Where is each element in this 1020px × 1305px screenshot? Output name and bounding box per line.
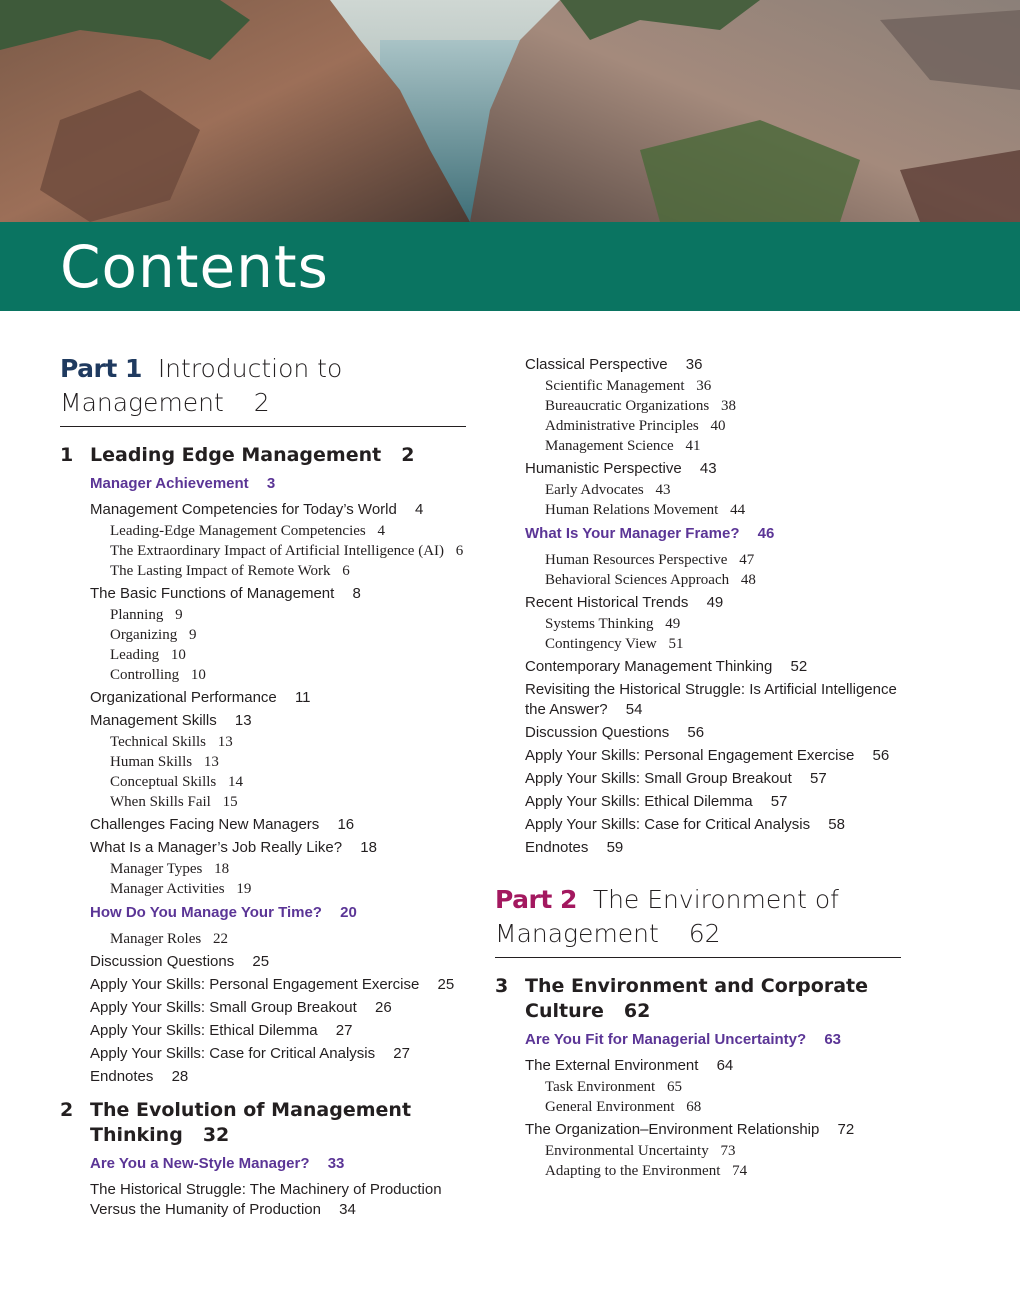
entry-title: General Environment xyxy=(545,1099,675,1115)
entry-title: Are You Fit for Managerial Uncertainty? xyxy=(525,1031,807,1048)
toc-subentry xyxy=(495,480,901,500)
entry-page: 38 xyxy=(721,398,736,414)
entry-page: 40 xyxy=(710,418,726,434)
toc-entry xyxy=(495,680,901,720)
entry-page: 72 xyxy=(837,1121,855,1138)
entry-title: Apply Your Skills: Small Group Breakout xyxy=(90,999,357,1016)
entry-page: 33 xyxy=(327,1155,345,1172)
entry-title: Apply Your Skills: Personal Engagement Exercise xyxy=(90,976,420,993)
entry-page: 73 xyxy=(720,1143,736,1159)
entry-page: 65 xyxy=(666,1079,682,1095)
entry-title: Management Skills xyxy=(90,712,217,729)
entry-page: 18 xyxy=(360,839,377,856)
toc-subentry xyxy=(495,1077,901,1097)
toc-subentry xyxy=(60,752,466,772)
entry-page: 54 xyxy=(625,701,643,718)
chapter-heading xyxy=(60,443,466,468)
entry-page: 6 xyxy=(342,563,350,579)
entry-page: 36 xyxy=(685,356,703,373)
entry-page: 63 xyxy=(824,1031,842,1048)
chapter-page: 2 xyxy=(401,444,415,466)
entry-page: 56 xyxy=(687,724,705,741)
entry-page: 20 xyxy=(340,904,357,921)
continued-entry-list xyxy=(495,355,901,858)
entry-page: 43 xyxy=(655,482,671,498)
toc-subentry xyxy=(60,665,466,685)
toc-subentry xyxy=(60,879,466,899)
entry-title: Conceptual Skills xyxy=(110,774,217,790)
entry-page: 57 xyxy=(809,770,827,787)
entry-title: Manager Achievement xyxy=(90,475,249,492)
entry-title: Manager Roles xyxy=(110,931,202,947)
header-photo xyxy=(0,0,1020,222)
toc-entry xyxy=(495,815,901,835)
part-heading xyxy=(60,352,466,427)
toc-entry xyxy=(495,593,901,613)
toc-entry xyxy=(60,688,466,708)
coastal-rock-cliffs-photo xyxy=(0,0,1020,222)
entry-title: The Basic Functions of Management xyxy=(90,585,335,602)
entry-title: Organizing xyxy=(110,627,178,643)
entry-title: Planning xyxy=(110,607,164,623)
feature-entry xyxy=(60,903,466,923)
entry-title: Apply Your Skills: Case for Critical Analysis xyxy=(90,1045,376,1062)
toc-subentry xyxy=(60,732,466,752)
entry-page: 34 xyxy=(339,1201,356,1218)
feature-entry xyxy=(60,1154,466,1174)
entry-page: 10 xyxy=(190,667,206,683)
part-page: 2 xyxy=(253,388,270,417)
entry-title: Apply Your Skills: Ethical Dilemma xyxy=(90,1022,318,1039)
toc-subentry xyxy=(60,605,466,625)
chapter-page: 62 xyxy=(623,1000,651,1022)
entry-title: Apply Your Skills: Personal Engagement Exercise xyxy=(525,747,855,764)
entry-page: 13 xyxy=(203,754,219,770)
feature-entry xyxy=(495,1030,901,1050)
entry-page: 22 xyxy=(212,931,228,947)
entry-page: 18 xyxy=(214,861,230,877)
toc-entry xyxy=(495,723,901,743)
toc-entry xyxy=(495,746,901,766)
toc-entry xyxy=(60,975,466,995)
entry-page: 27 xyxy=(393,1045,410,1062)
part-title: The Environment of Management xyxy=(495,885,839,948)
entry-page: 48 xyxy=(740,572,756,588)
feature-entry xyxy=(495,524,901,544)
entry-page: 57 xyxy=(770,793,788,810)
toc-entry xyxy=(60,952,466,972)
toc-entry xyxy=(60,500,466,520)
toc-entry xyxy=(495,792,901,812)
toc-entry xyxy=(495,1120,901,1140)
entry-page: 9 xyxy=(175,607,183,623)
entry-page: 43 xyxy=(699,460,717,477)
toc-entry xyxy=(60,1180,466,1220)
entry-title: Bureaucratic Organizations xyxy=(545,398,710,414)
entry-title: Controlling xyxy=(110,667,180,683)
part-label: Part 1 xyxy=(60,354,142,383)
entry-page: 25 xyxy=(437,976,455,993)
chapter-title: Leading Edge Management xyxy=(90,444,382,466)
toc-subentry xyxy=(60,541,466,561)
toc-subentry xyxy=(60,521,466,541)
entry-title: Classical Perspective xyxy=(525,356,668,373)
entry-page: 49 xyxy=(706,594,724,611)
toc-subentry xyxy=(495,500,901,520)
entry-title: Manager Activities xyxy=(110,881,225,897)
entry-page: 4 xyxy=(415,501,424,518)
entry-page: 11 xyxy=(294,689,311,706)
entry-title: Management Science xyxy=(545,438,674,454)
toc-entry xyxy=(60,1021,466,1041)
entry-title: Discussion Questions xyxy=(90,953,235,970)
chapter-number: 3 xyxy=(495,975,509,997)
entry-title: Humanistic Perspective xyxy=(525,460,682,477)
toc-subentry xyxy=(495,1161,901,1181)
toc-entry xyxy=(60,815,466,835)
entry-page: 14 xyxy=(228,774,243,790)
toc-entry xyxy=(495,459,901,479)
entry-title: Are You a New-Style Manager? xyxy=(90,1155,310,1172)
entry-page: 49 xyxy=(665,616,681,632)
entry-title: Scientific Management xyxy=(545,378,685,394)
entry-page: 47 xyxy=(739,552,755,568)
toc-subentry xyxy=(60,645,466,665)
entry-title: The Organization–Environment Relationship xyxy=(525,1121,820,1138)
entry-page: 16 xyxy=(337,816,355,833)
entry-page: 59 xyxy=(606,839,624,856)
entry-title: Task Environment xyxy=(545,1079,656,1095)
entry-title: Discussion Questions xyxy=(525,724,670,741)
entry-page: 6 xyxy=(455,543,464,559)
toc-subentry xyxy=(495,416,901,436)
entry-title: Behavioral Sciences Approach xyxy=(545,572,730,588)
entry-title: Endnotes xyxy=(90,1068,154,1085)
toc-subentry xyxy=(60,792,466,812)
entry-title: The External Environment xyxy=(525,1057,699,1074)
toc-entry xyxy=(60,838,466,858)
entry-title: The Extraordinary Impact of Artificial Intelligence (AI) xyxy=(110,543,445,559)
toc-entry xyxy=(495,355,901,375)
entry-page: 52 xyxy=(790,658,808,675)
entry-title: Human Relations Movement xyxy=(545,502,719,518)
part-label: Part 2 xyxy=(495,885,577,914)
entry-title: Revisiting the Historical Struggle: Is Artificial Intelligence the Answer? xyxy=(525,681,897,718)
entry-page: 56 xyxy=(872,747,890,764)
entry-title: Contemporary Management Thinking xyxy=(525,658,773,675)
entry-page: 64 xyxy=(716,1057,734,1074)
entry-title: What Is Your Manager Frame? xyxy=(525,525,740,542)
chapter-title: The Environment and Corporate Culture xyxy=(525,975,868,1022)
entry-page: 44 xyxy=(730,502,746,518)
toc-subentry xyxy=(60,625,466,645)
entry-page: 26 xyxy=(374,999,392,1016)
entry-page: 10 xyxy=(170,647,186,663)
toc-right-column xyxy=(495,352,901,1181)
entry-title: Leading xyxy=(110,647,160,663)
chapter-title: The Evolution of Management Thinking xyxy=(90,1099,412,1146)
entry-title: Apply Your Skills: Case for Critical Analysis xyxy=(525,816,811,833)
entry-page: 46 xyxy=(757,525,775,542)
toc-entry xyxy=(495,838,901,858)
entry-page: 15 xyxy=(222,794,238,810)
entry-title: Adapting to the Environment xyxy=(545,1163,721,1179)
entry-page: 4 xyxy=(377,523,385,539)
entry-title: Administrative Principles xyxy=(545,418,699,434)
toc-entry xyxy=(60,584,466,604)
entry-title: Recent Historical Trends xyxy=(525,594,689,611)
toc-subentry xyxy=(495,1097,901,1117)
entry-title: What Is a Manager’s Job Really Like? xyxy=(90,839,343,856)
toc-subentry xyxy=(60,772,466,792)
entry-title: Early Advocates xyxy=(545,482,644,498)
entry-title: How Do You Manage Your Time? xyxy=(90,904,322,921)
toc-subentry xyxy=(495,436,901,456)
chapter-list xyxy=(495,974,901,1181)
entry-title: Contingency View xyxy=(545,636,657,652)
entry-page: 36 xyxy=(696,378,712,394)
entry-title: Challenges Facing New Managers xyxy=(90,816,320,833)
entry-title: Management Competencies for Today’s World xyxy=(90,501,397,518)
part-heading xyxy=(495,883,901,958)
toc-entry xyxy=(495,657,901,677)
chapter-number: 1 xyxy=(60,444,74,466)
toc-entry xyxy=(60,998,466,1018)
feature-entry xyxy=(60,474,466,494)
entry-title: Organizational Performance xyxy=(90,689,277,706)
part-title: Introduction to Management xyxy=(60,354,343,417)
entry-title: Human Resources Perspective xyxy=(545,552,728,568)
page-title: Contents xyxy=(60,233,329,301)
entry-page: 74 xyxy=(732,1163,748,1179)
entry-page: 27 xyxy=(335,1022,353,1039)
toc-entry xyxy=(495,769,901,789)
entry-page: 28 xyxy=(171,1068,189,1085)
entry-title: The Historical Struggle: The Machinery of Production Versus the Humanity of Production xyxy=(90,1181,442,1218)
toc-subentry xyxy=(495,614,901,634)
toc-subentry xyxy=(495,550,901,570)
entry-title: Human Skills xyxy=(110,754,193,770)
toc-entry xyxy=(60,1067,466,1087)
entry-title: Manager Types xyxy=(110,861,203,877)
toc-subentry xyxy=(495,634,901,654)
entry-page: 51 xyxy=(668,636,684,652)
toc-left-column xyxy=(60,352,466,1221)
entry-title: Environmental Uncertainty xyxy=(545,1143,709,1159)
entry-title: Leading-Edge Management Competencies xyxy=(110,523,366,539)
entry-title: Apply Your Skills: Ethical Dilemma xyxy=(525,793,753,810)
entry-page: 8 xyxy=(352,585,361,602)
entry-page: 19 xyxy=(236,881,252,897)
part-page: 62 xyxy=(688,919,721,948)
toc-subentry xyxy=(495,376,901,396)
toc-subentry xyxy=(60,929,466,949)
toc-subentry xyxy=(495,570,901,590)
entry-page: 41 xyxy=(685,438,701,454)
toc-subentry xyxy=(495,396,901,416)
entry-page: 58 xyxy=(828,816,845,833)
chapter-list xyxy=(60,443,466,1220)
contents-banner xyxy=(0,222,1020,311)
toc-entry xyxy=(60,711,466,731)
entry-title: When Skills Fail xyxy=(110,794,211,810)
chapter-page: 32 xyxy=(202,1124,230,1146)
entry-page: 13 xyxy=(217,734,233,750)
toc-subentry xyxy=(60,561,466,581)
entry-title: Apply Your Skills: Small Group Breakout xyxy=(525,770,792,787)
entry-title: Systems Thinking xyxy=(545,616,654,632)
chapter-heading xyxy=(495,974,901,1024)
entry-page: 3 xyxy=(266,475,276,492)
toc-subentry xyxy=(60,859,466,879)
entry-page: 25 xyxy=(252,953,270,970)
entry-title: Technical Skills xyxy=(110,734,207,750)
chapter-heading xyxy=(60,1098,466,1148)
entry-page: 9 xyxy=(188,627,197,643)
entry-page: 13 xyxy=(234,712,252,729)
entry-title: The Lasting Impact of Remote Work xyxy=(110,563,331,579)
toc-entry xyxy=(60,1044,466,1064)
chapter-number: 2 xyxy=(60,1099,74,1121)
entry-page: 68 xyxy=(686,1099,702,1115)
toc-entry xyxy=(495,1056,901,1076)
toc-subentry xyxy=(495,1141,901,1161)
entry-title: Endnotes xyxy=(525,839,589,856)
